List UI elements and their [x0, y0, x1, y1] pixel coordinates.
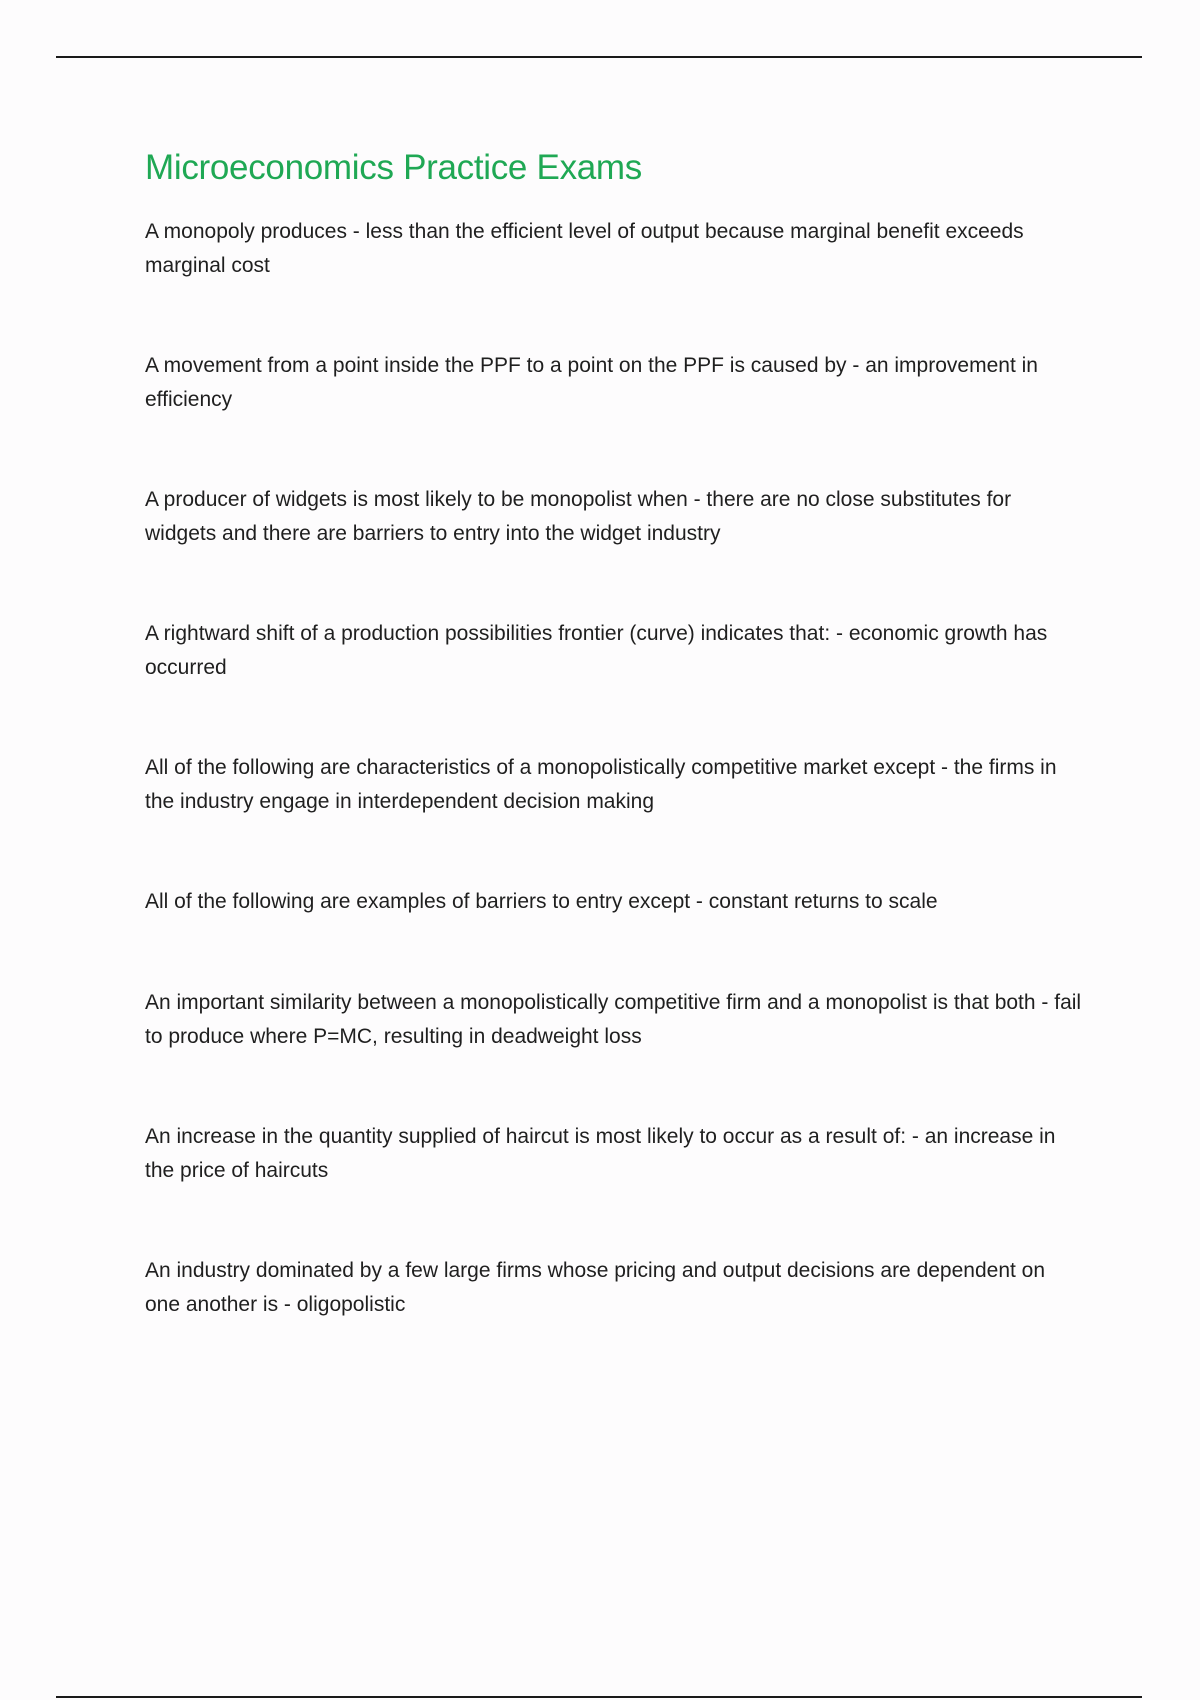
- qa-entry: An industry dominated by a few large firms whose pricing and output decisions are dependent on one another is - oligopolistic: [145, 1259, 1046, 1316]
- qa-entry: A movement from a point inside the PPF to a point on the PPF is caused by - an improvement in efficiency: [145, 354, 1038, 411]
- qa-entry: An important similarity between a monopolistically competitive firm and a monopolist is that both - fail to produce where P=MC, resulting in deadweight loss: [145, 991, 1082, 1048]
- header-rule: [56, 56, 1142, 58]
- page-title: Microeconomics Practice Exams: [145, 148, 642, 187]
- qa-entry: All of the following are examples of barriers to entry except - constant returns to scale: [145, 890, 938, 913]
- footer-rule: [56, 1696, 1142, 1698]
- qa-entry: All of the following are characteristics of a monopolistically competitive market except - the firms in the industry engage in interdependent decision making: [145, 756, 1057, 813]
- qa-entry: A producer of widgets is most likely to be monopolist when - there are no close substitutes for widgets and there are barriers to entry into the widget industry: [145, 488, 1012, 545]
- qa-entry: A rightward shift of a production possibilities frontier (curve) indicates that: - economic growth has occurred: [145, 622, 1048, 679]
- qa-entry: A monopoly produces - less than the efficient level of output because marginal benefit exceeds marginal cost: [145, 220, 1024, 277]
- qa-entry: An increase in the quantity supplied of haircut is most likely to occur as a result of: - an increase in the price of haircuts: [145, 1125, 1056, 1182]
